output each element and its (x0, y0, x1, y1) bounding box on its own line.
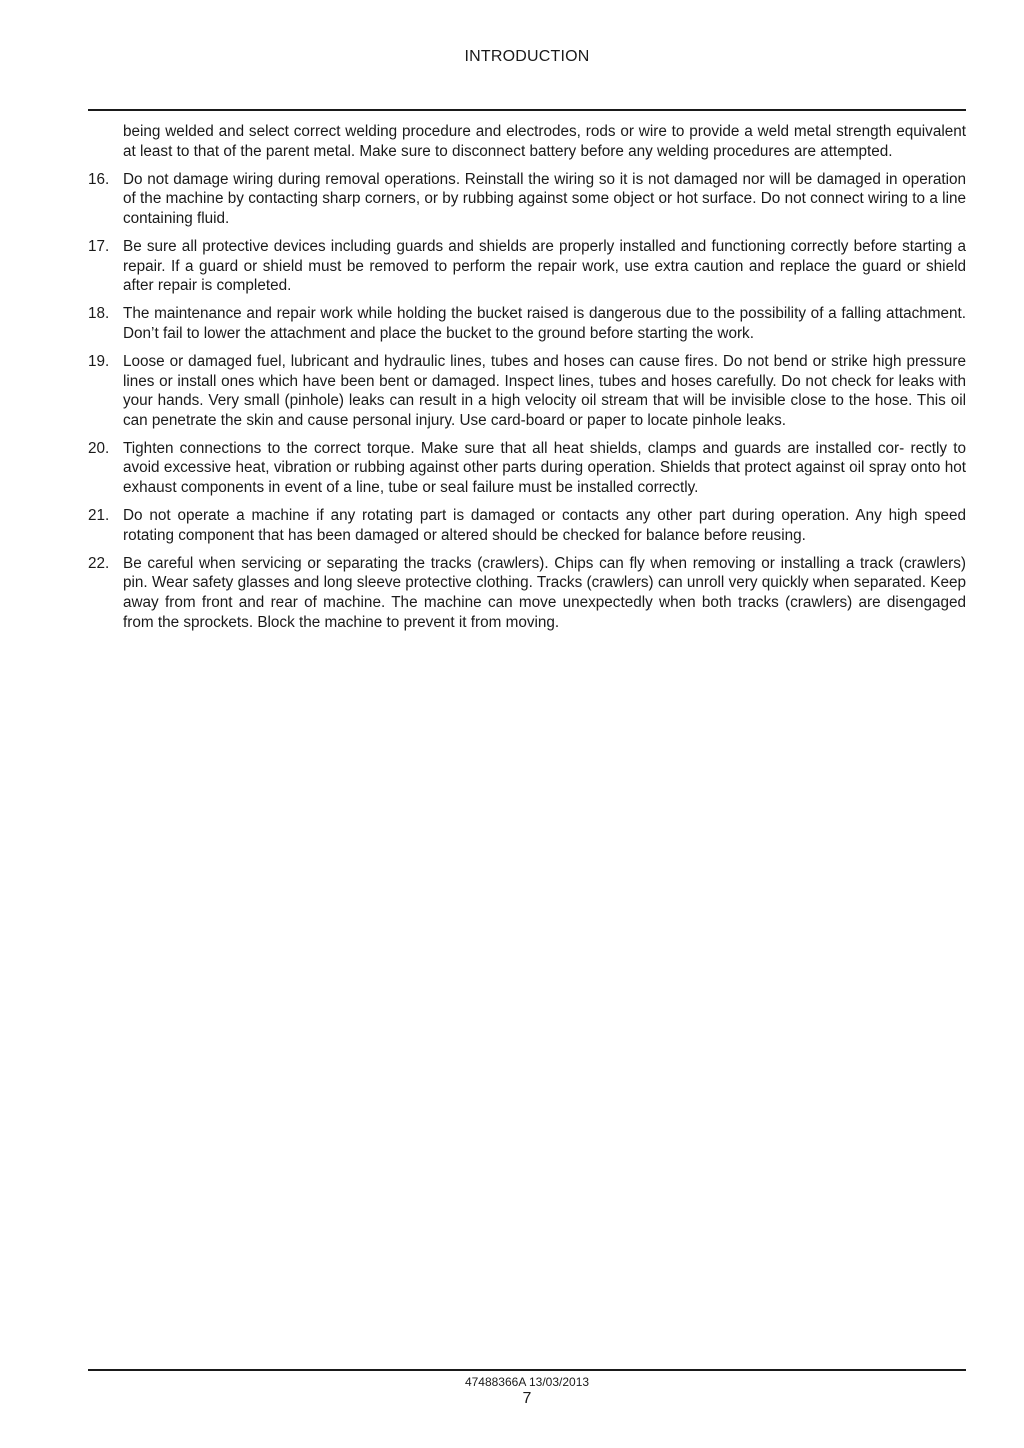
item-number: 18. (88, 305, 110, 323)
item-number: 16. (88, 170, 110, 188)
item-text: Loose or damaged fuel, lubricant and hydraulic lines, tubes and hoses can cause fires. Do not bend or strike high pressure lines or install ones which have been bent or damaged. Inspect lines, tubes and hoses carefully. Do not check for leaks with your hands. Very small (pinhole) leaks can result in a high velocity oil stream that will be invisible close to the hose. This oil can penetrate the skin and cause personal injury. Use card-board or paper to locate pinhole leaks. (123, 352, 966, 429)
footer-document-reference: 47488366A 13/03/2013 (464, 1375, 590, 1389)
document-body (88, 122, 966, 641)
item-text: Do not damage wiring during removal operations. Reinstall the wiring so it is not damaged nor will be damaged in operation of the machine by contacting sharp corners, or by rubbing against some object or hot surface. Do not connect wiring to a line containing fluid. (123, 170, 966, 227)
list-item (88, 554, 966, 632)
item-text: Be sure all protective devices including guards and shields are properly installed and functioning correctly before starting a repair. If a guard or shield must be removed to perform the repair work, use extra caution and replace the guard or shield after repair is completed. (123, 237, 966, 295)
list-item (88, 304, 966, 343)
item-number: 17. (88, 237, 110, 255)
item-number: 20. (88, 439, 110, 457)
list-item (88, 352, 966, 430)
list-item (88, 439, 966, 498)
item-number: 19. (88, 352, 110, 370)
item-text: Tighten connections to the correct torque. Make sure that all heat shields, clamps and guards are installed cor- rectly to avoid excessive heat, vibration or rubbing against other parts during operation. Shields that protect against oil spray onto hot exhaust components in event of a line, tube or seal failure must be installed correctly. (123, 439, 966, 496)
header-divider (88, 109, 966, 111)
item-text: Do not operate a machine if any rotating part is damaged or contacts any other part during operation. Any high speed rotating component that has been damaged or altered should be checked for balance before reusing. (123, 507, 966, 544)
page-header-title: INTRODUCTION (464, 48, 590, 65)
list-item (88, 170, 966, 229)
continuation-paragraph: being welded and select correct welding procedure and electrodes, rods or wire to provide a weld metal strength equivalent at least to that of the parent metal. Make sure to disconnect battery before any welding procedures are attempted. (123, 123, 966, 160)
list-item (88, 506, 966, 545)
item-number: 22. (88, 554, 110, 572)
item-number: 21. (88, 507, 110, 525)
item-text: Be careful when servicing or separating the tracks (crawlers). Chips can fly when removing or installing a track (crawlers) pin. Wear safety glasses and long sleeve protective clothing. Tracks (crawlers) can unroll very quickly when separated. Keep away from front and rear of machine. The machine can move unexpectedly when both tracks (crawlers) are disengaged from the sprockets. Block the machine to prevent it from moving. (123, 554, 966, 631)
list-item (88, 237, 966, 296)
footer-divider (88, 1369, 966, 1371)
page-number: 7 (522, 1390, 532, 1407)
item-text: The maintenance and repair work while holding the bucket raised is dangerous due to the possibility of a falling attachment. Don’t fail to lower the attachment and place the bucket to the ground before starting the work. (123, 305, 966, 342)
